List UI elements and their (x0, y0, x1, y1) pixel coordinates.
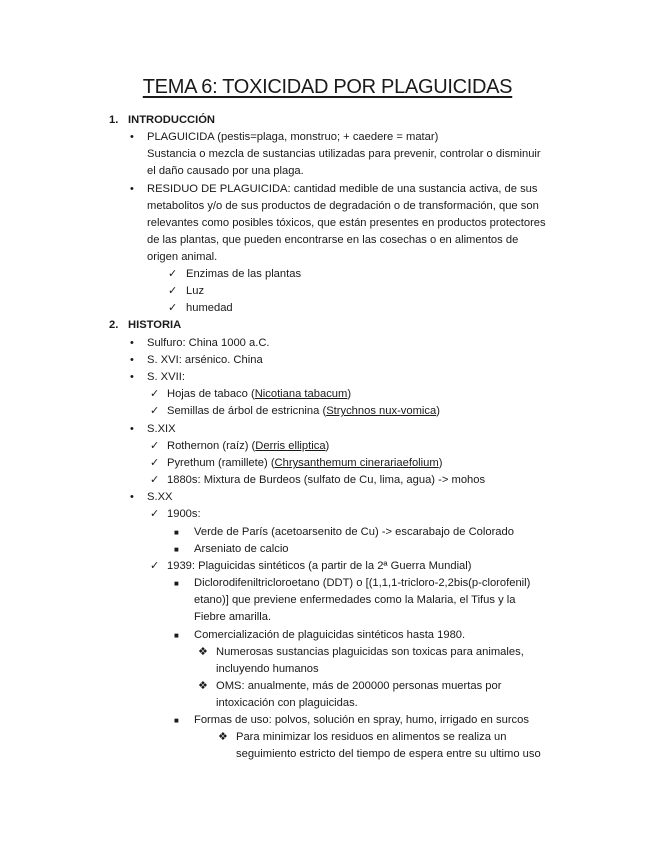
list-item: Comercialización de plaguicidas sintéticos hasta 1980. (194, 629, 466, 641)
list-item: Enzimas de las plantas (186, 268, 302, 280)
bullet-icon: • (130, 131, 134, 143)
list-item: Formas de uso: polvos, solución en spray, humo, irrigado en surcos (194, 714, 529, 726)
paragraph-line: Para minimizar los residuos en alimentos se realiza un (236, 731, 507, 743)
list-item: S.XIX (147, 423, 176, 435)
list-item: 1939: Plaguicidas sintéticos (a partir de la 2ª Guerra Mundial) (167, 560, 472, 572)
square-bullet-icon: ■ (174, 545, 179, 554)
checkmark-icon: ✓ (150, 474, 160, 486)
paragraph-line: relevantes como posibles tóxicos, que están presentes en productos protectores (147, 217, 546, 229)
paragraph-line: metabolitos y/o de sus productos de degradación o de transformación, que son (147, 200, 539, 212)
species-name: Strychnos nux-vomica (326, 405, 437, 417)
list-item: 1900s: (167, 508, 201, 520)
list-item: 1880s: Mixtura de Burdeos (sulfato de Cu, lima, agua) -> mohos (167, 474, 486, 486)
page-title: TEMA 6: TOXICIDAD POR PLAGUICIDAS (142, 76, 513, 98)
paragraph-line: incluyendo humanos (216, 663, 319, 675)
paragraph-line: Sustancia o mezcla de sustancias utilizadas para prevenir, controlar o disminuir (147, 148, 541, 160)
paragraph-line: de las plantas, que pueden encontrarse en las cosechas o en alimentos de (147, 234, 519, 246)
paragraph-line: Numerosas sustancias plaguicidas son toxicas para animales, (216, 646, 524, 658)
paragraph-line: origen animal. (147, 251, 218, 263)
square-bullet-icon: ■ (174, 579, 179, 588)
bullet-icon: • (130, 423, 134, 435)
bullet-icon: • (130, 354, 134, 366)
paragraph-line: el daño causado por una plaga. (147, 165, 304, 177)
section-heading-introduccion: INTRODUCCIÓN (128, 114, 216, 126)
species-name: Derris elliptica (255, 440, 326, 452)
paragraph-line: PLAGUICIDA (pestis=plaga, monstruo; + caedere = matar) (147, 131, 439, 143)
checkmark-icon: ✓ (168, 268, 178, 280)
paragraph-line: RESIDUO DE PLAGUICIDA: cantidad medible de una sustancia activa, de sus (147, 183, 538, 195)
list-item: S. XVII: (147, 371, 185, 383)
list-item: S. XVI: arsénico. China (147, 354, 263, 366)
square-bullet-icon: ■ (174, 528, 179, 537)
bullet-icon: • (130, 183, 134, 195)
square-bullet-icon: ■ (174, 631, 179, 640)
bullet-icon: • (130, 491, 134, 503)
list-item: humedad (186, 302, 233, 314)
paragraph-line: etano)] que previene enfermedades como la Malaria, el Tifus y la (194, 594, 516, 606)
checkmark-icon: ✓ (150, 508, 160, 520)
checkmark-icon: ✓ (150, 440, 160, 452)
list-item: Rothernon (raíz) (Derris elliptica) (167, 440, 330, 452)
checkmark-icon: ✓ (150, 457, 160, 469)
diamond-bullet-icon: ❖ (218, 731, 228, 743)
list-item: Arseniato de calcio (194, 543, 289, 555)
section-number: 1. (109, 114, 119, 126)
paragraph-line: Diclorodifeniltricloroetano (DDT) o [(1,1,1-tricloro-2,2bis(p-clorofenil) (194, 577, 531, 589)
list-item: Pyrethum (ramillete) (Chrysanthemum cinerariaefolium) (167, 457, 443, 469)
paragraph-line: seguimiento estricto del tiempo de espera entre su ultimo uso (236, 748, 541, 760)
list-item: S.XX (147, 491, 173, 503)
square-bullet-icon: ■ (174, 716, 179, 725)
checkmark-icon: ✓ (168, 285, 178, 297)
checkmark-icon: ✓ (150, 560, 160, 572)
list-item: Sulfuro: China 1000 a.C. (147, 337, 270, 349)
bullet-icon: • (130, 337, 134, 349)
paragraph-line: intoxicación con plaguicidas. (216, 697, 358, 709)
diamond-bullet-icon: ❖ (198, 680, 208, 692)
list-item: Semillas de árbol de estricnina (Strychnos nux-vomica) (167, 405, 440, 417)
list-item: Luz (186, 285, 205, 297)
section-number: 2. (109, 319, 119, 331)
paragraph-line: Fiebre amarilla. (194, 611, 272, 623)
checkmark-icon: ✓ (150, 388, 160, 400)
bullet-icon: • (130, 371, 134, 383)
species-name: Chrysanthemum cinerariaefolium (274, 457, 439, 469)
checkmark-icon: ✓ (150, 405, 160, 417)
paragraph-line: OMS: anualmente, más de 200000 personas muertas por (216, 680, 502, 692)
list-item: Verde de París (acetoarsenito de Cu) -> escarabajo de Colorado (194, 526, 514, 538)
diamond-bullet-icon: ❖ (198, 646, 208, 658)
section-heading-historia: HISTORIA (128, 319, 182, 331)
list-item: Hojas de tabaco (Nicotiana tabacum) (167, 388, 352, 400)
species-name: Nicotiana tabacum (254, 388, 348, 400)
checkmark-icon: ✓ (168, 302, 178, 314)
